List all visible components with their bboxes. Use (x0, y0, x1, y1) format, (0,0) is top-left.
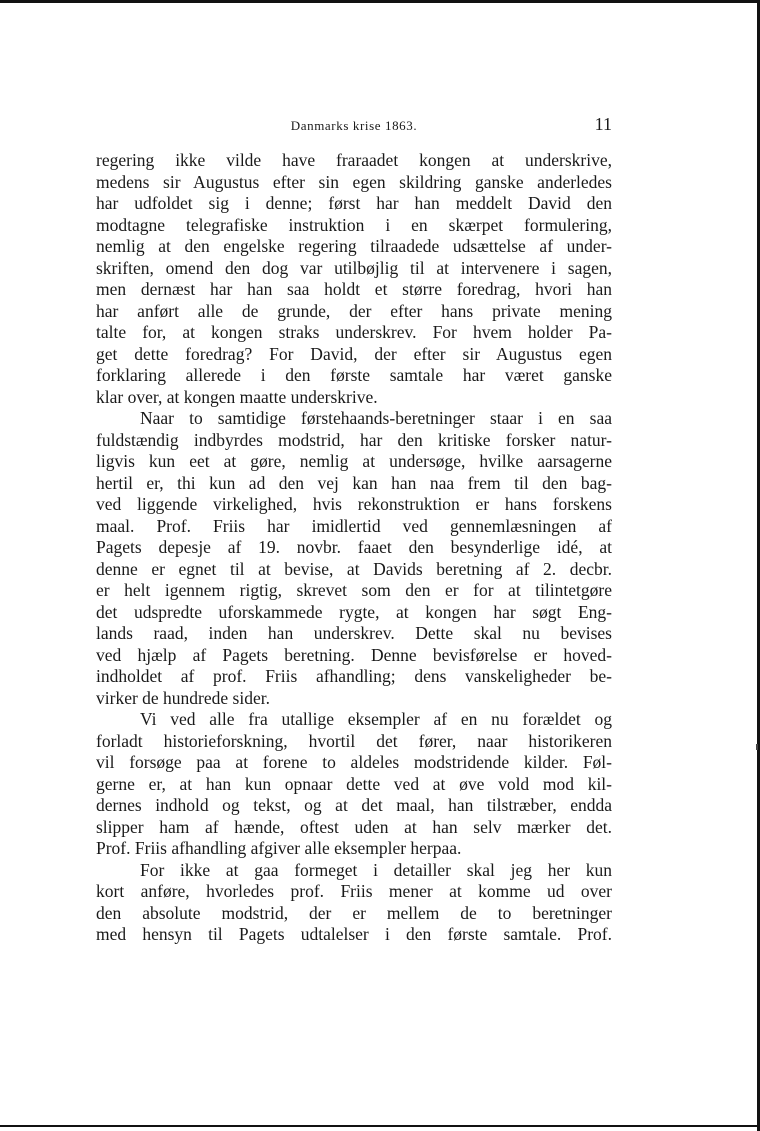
text-line: talte for, at kongen straks underskrev. For hvem holder Pa- (96, 322, 612, 342)
text-line: lands raad, inden han underskrev. Dette skal nu bevises (96, 623, 612, 643)
text-line: har anført alle de grunde, der efter hans private mening (96, 300, 612, 321)
text-line: ved liggende virkelighed, hvis rekonstruktion er hans forskens (96, 494, 612, 514)
text-line: har udfoldet sig i denne; først har han meddelt David den (96, 193, 612, 213)
text-line: indholdet af prof. Friis afhandling; dens vanskeligheder be- (96, 666, 612, 686)
text-line: Prof. Friis afhandling afgiver alle eksempler herpaa. (96, 838, 462, 858)
text-line: modtagne telegrafiske instruktion i en skærpet formulering, (96, 214, 612, 235)
text-line: For ikke at gaa formeget i detailler skal jeg her kun (140, 859, 612, 880)
text-line: Vi ved alle fra utallige eksempler af en nu forældet og (140, 709, 612, 729)
page-number: 11 (594, 114, 612, 134)
text-line: men dernæst har han saa holdt et større foredrag, hvori han (96, 279, 612, 299)
text-line: dernes indhold og tekst, og at det maal, han tilstræber, endda (96, 795, 612, 815)
text-line: regering ikke vilde have fraraadet kongen at underskrive, (96, 150, 612, 170)
text-line: Naar to samtidige førstehaands-beretninger staar i en saa (140, 408, 612, 428)
text-line: skriften, omend den dog var utilbøjlig til at intervenere i sagen, (96, 257, 612, 278)
text-line: Pagets depesje af 19. novbr. faaet den besynderlige idé, at (96, 537, 612, 557)
running-title: Danmarks krise 1863. (290, 118, 418, 133)
text-line: med hensyn til Pagets udtalelser i den første samtale. Prof. (96, 924, 612, 944)
text-line: vil forsøge paa at forene to aldeles modstridende kilder. Føl- (96, 752, 612, 772)
text-line: nemlig at den engelske regering tilraadede udsættelse af under- (96, 236, 612, 256)
text-body (96, 150, 612, 946)
text-line: det udspredte uforskammede rygte, at kongen har søgt Eng- (96, 601, 612, 622)
text-line: hertil er, thi kun ad den vej kan han naa frem til den bag- (96, 472, 612, 493)
text-line: den absolute modstrid, der er mellem de to beretninger (96, 902, 612, 923)
text-line: maal. Prof. Friis har imidlertid ved gennemlæsningen af (96, 515, 612, 536)
text-line: denne er egnet til at bevise, at Davids beretning af 2. decbr. (96, 558, 612, 579)
text-line: slipper ham af hænde, oftest uden at han selv mærker det. (96, 816, 612, 837)
scan-edge-bottom (0, 1125, 760, 1127)
text-line: ved hjælp af Pagets beretning. Denne bevisførelse er hoved- (96, 644, 612, 665)
text-line: fuldstændig indbyrdes modstrid, har den kritiske forsker natur- (96, 429, 612, 450)
text-line: ligvis kun eet at gøre, nemlig at undersøge, hvilke aarsagerne (96, 451, 612, 471)
text-line: get dette foredrag? For David, der efter sir Augustus egen (96, 343, 612, 364)
running-head (96, 114, 612, 136)
text-line: kort anføre, hvorledes prof. Friis mener at komme ud over (96, 881, 612, 901)
text-line: gerne er, at han kun opnaar dette ved at øve vold mod kil- (96, 773, 612, 794)
text-line: klar over, at kongen maatte underskrive. (96, 386, 378, 407)
text-line: medens sir Augustus efter sin egen skildring ganske anderledes (96, 171, 612, 192)
text-line: forladt historieforskning, hvortil det fører, naar historikeren (96, 730, 612, 751)
text-line: er helt igennem rigtig, skrevet som den er for at tilintetgøre (96, 580, 612, 600)
text-line: forklaring allerede i den første samtale har været ganske (96, 365, 612, 385)
scan-edge-top (0, 0, 760, 3)
text-line: virker de hundrede sider. (96, 687, 270, 708)
scan-speck (756, 744, 758, 750)
